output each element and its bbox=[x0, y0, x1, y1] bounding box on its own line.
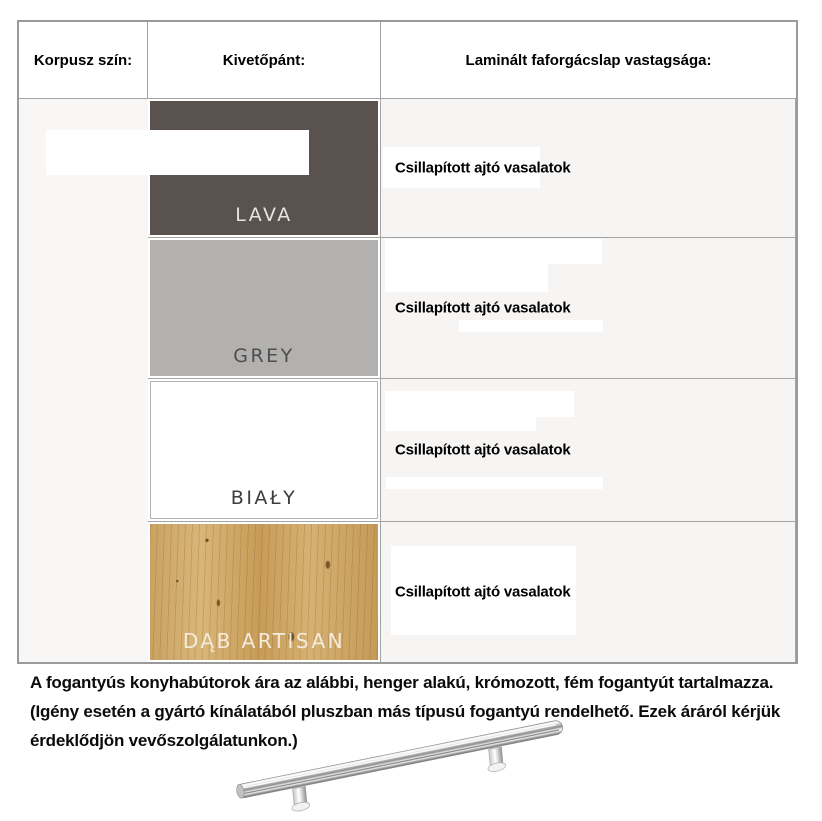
swatch-label-grey: GREY bbox=[233, 345, 295, 367]
footer-line-3: érdeklődjön vevőszolgálatunkon.) bbox=[30, 731, 298, 750]
hinge-text: Csillapított ajtó vasalatok bbox=[395, 583, 571, 601]
redaction-patch bbox=[46, 130, 309, 175]
swatch-label-bialy: BIAŁY bbox=[230, 487, 298, 509]
footer-line-2: (Igény esetén a gyártó kínálatából pluszban más típusú fogantyú rendelhető. Ezek áráról kérjük bbox=[30, 702, 781, 721]
hinge-cell-grey bbox=[381, 238, 796, 379]
redaction-patch bbox=[386, 477, 603, 489]
swatch-label-lava: LAVA bbox=[235, 204, 293, 226]
handle-bar bbox=[236, 720, 564, 799]
color-cell-bialy bbox=[148, 379, 381, 522]
color-cell-grey bbox=[148, 238, 381, 379]
redaction-patch bbox=[385, 264, 548, 292]
hinge-cell-dab-artisan bbox=[381, 522, 796, 662]
header-hinge-label: Kivetőpánt: bbox=[222, 51, 306, 69]
color-swatch-grey bbox=[150, 240, 378, 376]
spec-table bbox=[17, 20, 798, 664]
hinge-text: Csillapított ajtó vasalatok bbox=[395, 159, 571, 177]
redaction-patch bbox=[385, 417, 536, 431]
hinge-text: Csillapított ajtó vasalatok bbox=[395, 299, 571, 317]
header-cell-board-thickness bbox=[381, 22, 796, 99]
header-cell-corpus-color bbox=[19, 22, 148, 99]
hinge-cell-bialy bbox=[381, 379, 796, 522]
board-thickness-cell bbox=[19, 99, 148, 662]
redaction-patch bbox=[459, 320, 603, 332]
hinge-cell-lava bbox=[381, 99, 796, 238]
header-corpus-color-label: Korpusz szín: bbox=[33, 51, 133, 69]
redaction-patch bbox=[385, 391, 574, 417]
redaction-patch bbox=[385, 239, 602, 264]
hinge-text: Csillapított ajtó vasalatok bbox=[395, 441, 571, 459]
color-swatch-dab-artisan bbox=[150, 524, 378, 660]
footer-line-1: A fogantyús konyhabútorok ára az alábbi, henger alakú, krómozott, fém fogantyút tartalmazza. bbox=[30, 673, 774, 692]
swatch-label-dab-artisan: DĄB ARTISAN bbox=[182, 629, 346, 653]
color-swatch-bialy bbox=[150, 381, 378, 519]
handle-image bbox=[220, 712, 580, 817]
header-board-thickness-label: Laminált faforgácslap vastagsága: bbox=[465, 51, 712, 69]
color-cell-dab-artisan bbox=[148, 522, 381, 662]
header-cell-hinge bbox=[148, 22, 381, 99]
